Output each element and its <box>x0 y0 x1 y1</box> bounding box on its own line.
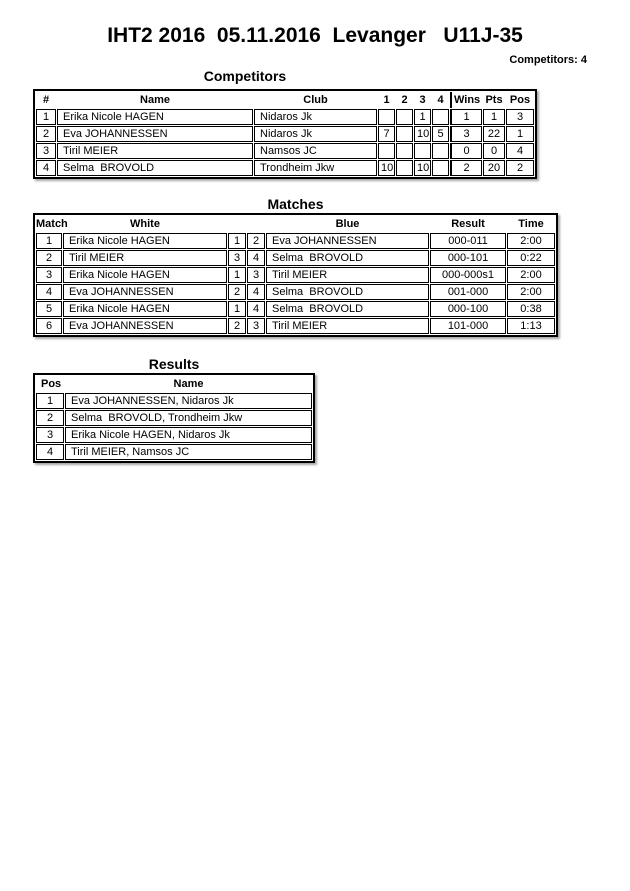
results-table <box>33 373 315 463</box>
cell-result: 101-000 <box>430 318 506 334</box>
cell-match-number: 3 <box>36 267 62 283</box>
cell-competitor-number: 2 <box>36 126 56 142</box>
competitors-count: Competitors: 4 <box>509 54 587 66</box>
column-header-round-1: 1 <box>383 94 390 106</box>
cell-time: 0:38 <box>507 301 555 317</box>
cell-pos: 1 <box>506 126 534 142</box>
cell-white-number: 1 <box>228 233 246 249</box>
match-row <box>36 284 555 300</box>
cell-competitor-club: Trondheim Jkw <box>254 160 377 176</box>
column-header-round-4: 4 <box>437 94 444 106</box>
competitor-row <box>36 160 534 176</box>
cell-competitor-name: Eva JOHANNESSEN <box>57 126 253 142</box>
cell-score-vs-3: 10 <box>414 160 431 176</box>
column-header-name: Name <box>140 94 170 106</box>
cell-score-vs-3 <box>414 143 431 159</box>
column-header-white: White <box>130 218 160 230</box>
cell-score-vs-2 <box>396 160 413 176</box>
cell-score-vs-3: 1 <box>414 109 431 125</box>
cell-blue-number: 4 <box>247 284 265 300</box>
cell-competitor-club: Nidaros Jk <box>254 109 377 125</box>
cell-white-number: 3 <box>228 250 246 266</box>
section-heading-competitors: Competitors <box>203 68 287 84</box>
cell-match-number: 5 <box>36 301 62 317</box>
cell-result-pos: 4 <box>36 444 64 460</box>
cell-result-name: Selma BROVOLD, Trondheim Jkw <box>65 410 312 426</box>
cell-competitor-number: 4 <box>36 160 56 176</box>
column-header-number: # <box>42 94 50 106</box>
cell-white-name: Eva JOHANNESSEN <box>63 318 227 334</box>
column-header-name: Name <box>173 378 204 390</box>
cell-match-number: 4 <box>36 284 62 300</box>
cell-blue-name: Selma BROVOLD <box>266 301 429 317</box>
cell-white-number: 2 <box>228 284 246 300</box>
competitors-header-row <box>36 92 534 108</box>
cell-wins: 3 <box>450 126 482 142</box>
column-header-time: Time <box>518 218 544 230</box>
cell-wins: 1 <box>450 109 482 125</box>
result-row <box>36 427 312 443</box>
cell-result-pos: 2 <box>36 410 64 426</box>
cell-white-name: Eva JOHANNESSEN <box>63 284 227 300</box>
cell-wins: 0 <box>450 143 482 159</box>
cell-pts: 20 <box>483 160 505 176</box>
cell-competitor-name: Tiril MEIER <box>57 143 253 159</box>
cell-result-name: Erika Nicole HAGEN, Nidaros Jk <box>65 427 312 443</box>
cell-result-name: Eva JOHANNESSEN, Nidaros Jk <box>65 393 312 409</box>
section-heading-results: Results <box>148 356 200 372</box>
cell-white-name: Tiril MEIER <box>63 250 227 266</box>
match-row <box>36 267 555 283</box>
column-header-pos: Pos <box>41 378 62 390</box>
cell-time: 1:13 <box>507 318 555 334</box>
cell-blue-number: 4 <box>247 250 265 266</box>
cell-competitor-name: Selma BROVOLD <box>57 160 253 176</box>
cell-time: 0:22 <box>507 250 555 266</box>
match-row <box>36 301 555 317</box>
result-row <box>36 410 312 426</box>
cell-result-name: Tiril MEIER, Namsos JC <box>65 444 312 460</box>
column-header-pts: Pts <box>485 94 503 106</box>
cell-pos: 2 <box>506 160 534 176</box>
cell-white-name: Erika Nicole HAGEN <box>63 233 227 249</box>
cell-pts: 22 <box>483 126 505 142</box>
cell-result: 000-011 <box>430 233 506 249</box>
column-header-round-3: 3 <box>419 94 426 106</box>
cell-score-vs-2 <box>396 143 413 159</box>
cell-match-number: 2 <box>36 250 62 266</box>
column-header-blue: Blue <box>335 218 360 230</box>
column-header-spacer <box>247 216 265 232</box>
cell-match-number: 6 <box>36 318 62 334</box>
cell-blue-name: Tiril MEIER <box>266 318 429 334</box>
cell-score-vs-4 <box>432 109 449 125</box>
cell-result-pos: 1 <box>36 393 64 409</box>
cell-time: 2:00 <box>507 233 555 249</box>
cell-score-vs-1 <box>378 109 395 125</box>
cell-score-vs-1: 10 <box>378 160 395 176</box>
cell-result: 000-000s1 <box>430 267 506 283</box>
cell-pts: 1 <box>483 109 505 125</box>
cell-white-number: 1 <box>228 301 246 317</box>
cell-score-vs-3: 10 <box>414 126 431 142</box>
results-header-row <box>36 376 312 392</box>
match-row <box>36 318 555 334</box>
cell-score-vs-1 <box>378 143 395 159</box>
cell-blue-number: 3 <box>247 267 265 283</box>
cell-blue-name: Eva JOHANNESSEN <box>266 233 429 249</box>
cell-pos: 3 <box>506 109 534 125</box>
cell-pts: 0 <box>483 143 505 159</box>
cell-white-name: Erika Nicole HAGEN <box>63 301 227 317</box>
cell-competitor-club: Nidaros Jk <box>254 126 377 142</box>
cell-match-number: 1 <box>36 233 62 249</box>
cell-result: 001-000 <box>430 284 506 300</box>
cell-score-vs-2 <box>396 109 413 125</box>
cell-competitor-name: Erika Nicole HAGEN <box>57 109 253 125</box>
cell-result-pos: 3 <box>36 427 64 443</box>
cell-score-vs-1: 7 <box>378 126 395 142</box>
cell-white-number: 2 <box>228 318 246 334</box>
column-header-round-2: 2 <box>401 94 408 106</box>
cell-competitor-number: 3 <box>36 143 56 159</box>
section-heading-matches: Matches <box>267 196 324 212</box>
cell-competitor-club: Namsos JC <box>254 143 377 159</box>
cell-score-vs-4 <box>432 143 449 159</box>
cell-score-vs-4 <box>432 160 449 176</box>
cell-blue-number: 3 <box>247 318 265 334</box>
column-header-pos: Pos <box>509 94 531 106</box>
cell-white-name: Erika Nicole HAGEN <box>63 267 227 283</box>
column-header-spacer <box>228 216 246 232</box>
cell-wins: 2 <box>450 160 482 176</box>
competitors-table <box>33 89 537 179</box>
cell-blue-name: Selma BROVOLD <box>266 284 429 300</box>
cell-blue-number: 2 <box>247 233 265 249</box>
competitor-row <box>36 143 534 159</box>
match-row <box>36 250 555 266</box>
match-row <box>36 233 555 249</box>
matches-header-row <box>36 216 555 232</box>
cell-time: 2:00 <box>507 284 555 300</box>
matches-table <box>33 213 558 337</box>
cell-result: 000-100 <box>430 301 506 317</box>
column-header-result: Result <box>451 218 485 230</box>
cell-blue-name: Selma BROVOLD <box>266 250 429 266</box>
page-title: IHT2 2016 05.11.2016 Levanger U11J-35 <box>107 24 523 47</box>
competitor-row <box>36 109 534 125</box>
cell-score-vs-2 <box>396 126 413 142</box>
competitor-row <box>36 126 534 142</box>
result-row <box>36 393 312 409</box>
cell-pos: 4 <box>506 143 534 159</box>
cell-white-number: 1 <box>228 267 246 283</box>
column-header-match: Match <box>36 218 68 230</box>
cell-competitor-number: 1 <box>36 109 56 125</box>
result-row <box>36 444 312 460</box>
cell-result: 000-101 <box>430 250 506 266</box>
column-header-club: Club <box>303 94 328 106</box>
cell-time: 2:00 <box>507 267 555 283</box>
cell-blue-name: Tiril MEIER <box>266 267 429 283</box>
cell-score-vs-4: 5 <box>432 126 449 142</box>
cell-blue-number: 4 <box>247 301 265 317</box>
column-header-wins: Wins <box>450 92 482 108</box>
